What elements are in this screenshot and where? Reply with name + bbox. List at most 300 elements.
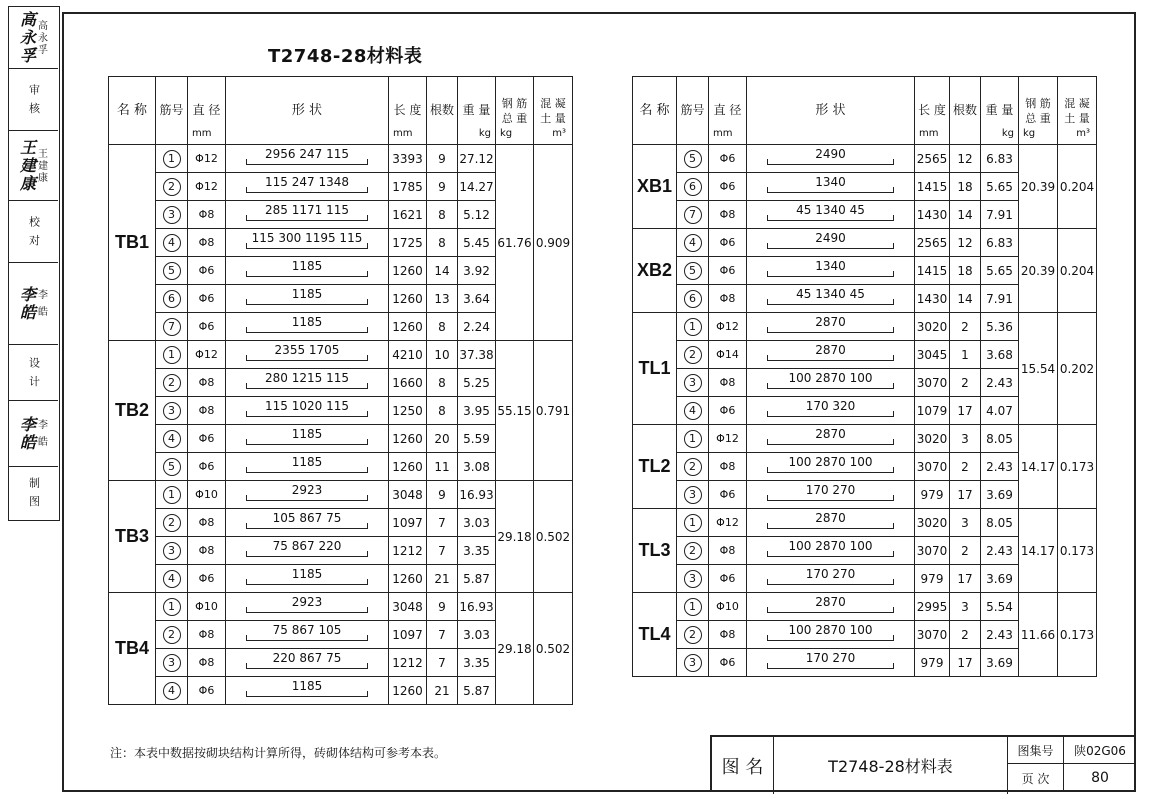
bar-count: 10 <box>427 341 458 369</box>
review-label: 审 核 <box>27 83 41 116</box>
bar-dimension-label: 2923 <box>291 594 323 609</box>
table-row <box>109 481 573 509</box>
bar-diameter: Φ14 <box>709 341 747 369</box>
bar-shape <box>226 649 389 677</box>
bar-shape-sketch <box>747 426 914 452</box>
bar-dimension-label: 1185 <box>291 258 323 273</box>
bar-shape-sketch <box>226 426 388 452</box>
bar-line <box>771 584 890 585</box>
bar-weight: 5.36 <box>981 313 1019 341</box>
bar-dimension-label: 285 1171 115 <box>265 202 349 217</box>
bar-shape <box>226 481 389 509</box>
bar-shape-sketch <box>747 398 914 424</box>
bar-count: 11 <box>427 453 458 481</box>
bar-number-circle: 4 <box>684 402 702 420</box>
bar-number-circle: 3 <box>684 486 702 504</box>
bar-dimension-label: 170 270 <box>805 482 856 497</box>
bar-dimension-label: 105 867 75 <box>272 510 342 525</box>
concrete-volume: 0.173 <box>1058 509 1097 593</box>
bar-shape-sketch <box>226 342 388 368</box>
bar-number-circle: 1 <box>684 430 702 448</box>
bar-shape <box>747 201 915 229</box>
bar-number-circle: 3 <box>163 206 181 224</box>
bar-dimension-label: 2956 247 115 <box>265 146 349 161</box>
bar-number-circle: 6 <box>684 290 702 308</box>
bar-number-circle: 1 <box>163 486 181 504</box>
bar-line <box>771 332 890 333</box>
bar-diameter: Φ12 <box>188 145 226 173</box>
bar-length: 1212 <box>389 649 427 677</box>
bar-shape <box>226 369 389 397</box>
bar-length: 1660 <box>389 369 427 397</box>
bar-dimension-label: 1340 <box>815 258 846 273</box>
bar-weight: 3.03 <box>458 621 496 649</box>
bar-shape <box>747 621 915 649</box>
bar-weight: 6.83 <box>981 229 1019 257</box>
bar-length: 1079 <box>915 397 950 425</box>
bar-number <box>677 593 709 621</box>
bar-weight: 5.12 <box>458 201 496 229</box>
bar-number <box>156 257 188 285</box>
bar-shape-sketch <box>747 230 914 256</box>
bar-shape <box>226 285 389 313</box>
bar-diameter: Φ12 <box>709 425 747 453</box>
bar-number <box>677 453 709 481</box>
bar-diameter: Φ6 <box>188 453 226 481</box>
bar-count: 8 <box>427 369 458 397</box>
bar-weight: 3.69 <box>981 649 1019 677</box>
bar-diameter: Φ8 <box>188 509 226 537</box>
bar-shape <box>226 313 389 341</box>
concrete-volume: 0.202 <box>1058 313 1097 425</box>
bar-weight: 3.35 <box>458 649 496 677</box>
title-block-drawing-name: T2748-28材料表 <box>774 737 1008 794</box>
approval-strip <box>8 6 60 521</box>
bar-shape-sketch <box>226 202 388 228</box>
header-length: 长 度 mm <box>915 77 950 145</box>
check-label: 校 对 <box>27 215 41 248</box>
bar-line <box>771 556 890 557</box>
bar-shape-sketch <box>226 370 388 396</box>
steel-total: 61.76 <box>496 145 534 341</box>
bar-count: 7 <box>427 621 458 649</box>
bar-number <box>156 565 188 593</box>
bar-shape <box>226 453 389 481</box>
review-label-cell <box>9 69 58 131</box>
bar-weight: 5.87 <box>458 565 496 593</box>
header-weight: 重 量 kg <box>458 77 496 145</box>
bar-weight: 2.43 <box>981 369 1019 397</box>
bar-line <box>250 304 364 305</box>
bar-count: 2 <box>950 453 981 481</box>
bar-dimension-label: 2870 <box>815 342 846 357</box>
bar-weight: 5.25 <box>458 369 496 397</box>
bar-count: 17 <box>950 481 981 509</box>
bar-weight: 7.91 <box>981 285 1019 313</box>
bar-length: 3020 <box>915 425 950 453</box>
steel-total: 14.17 <box>1019 425 1058 509</box>
bar-dimension-label: 170 320 <box>805 398 856 413</box>
bar-shape-sketch <box>226 650 388 676</box>
bar-length: 1430 <box>915 285 950 313</box>
bar-diameter: Φ12 <box>709 313 747 341</box>
bar-length: 2565 <box>915 229 950 257</box>
header-bar-no: 筋号 <box>156 77 188 145</box>
bar-number-circle: 2 <box>163 626 181 644</box>
concrete-volume: 0.173 <box>1058 425 1097 509</box>
material-table-right <box>632 76 1097 677</box>
bar-weight: 2.43 <box>981 537 1019 565</box>
bar-number-circle: 4 <box>163 430 181 448</box>
bar-number <box>156 593 188 621</box>
bar-weight: 5.65 <box>981 173 1019 201</box>
bar-number <box>156 649 188 677</box>
bar-weight: 3.08 <box>458 453 496 481</box>
bar-shape-sketch <box>226 622 388 648</box>
bar-weight: 6.83 <box>981 145 1019 173</box>
bar-length: 3020 <box>915 509 950 537</box>
bar-dimension-label: 45 1340 45 <box>796 202 865 217</box>
bar-shape <box>747 537 915 565</box>
bar-number <box>677 621 709 649</box>
bar-line <box>250 528 364 529</box>
bar-number-circle: 6 <box>163 290 181 308</box>
title-block-page-number: 80 <box>1091 770 1109 786</box>
bar-length: 979 <box>915 481 950 509</box>
bar-number-circle: 2 <box>163 374 181 392</box>
bar-line <box>250 416 364 417</box>
bar-number-circle: 1 <box>163 150 181 168</box>
header-diameter: 直 径 mm <box>709 77 747 145</box>
bar-count: 8 <box>427 229 458 257</box>
bar-shape <box>747 593 915 621</box>
signature-cell-drafter <box>9 401 58 467</box>
bar-shape <box>226 173 389 201</box>
handwritten-signature: 李皓 <box>17 415 37 452</box>
title-block <box>710 735 1136 792</box>
bar-count: 7 <box>427 509 458 537</box>
bar-shape <box>747 285 915 313</box>
bar-dimension-label: 2355 1705 <box>274 342 340 357</box>
bar-number <box>677 649 709 677</box>
bar-number <box>677 341 709 369</box>
bar-shape <box>747 257 915 285</box>
bar-line <box>250 472 364 473</box>
bar-number-circle: 1 <box>163 346 181 364</box>
header-count: 根数 <box>950 77 981 145</box>
bar-shape-sketch <box>226 314 388 340</box>
material-table-left <box>108 76 573 705</box>
table-row <box>633 145 1097 173</box>
bar-weight: 2.24 <box>458 313 496 341</box>
bar-line <box>250 220 364 221</box>
bar-diameter: Φ6 <box>709 145 747 173</box>
bar-weight: 5.87 <box>458 677 496 705</box>
bar-weight: 16.93 <box>458 593 496 621</box>
bar-line <box>250 696 364 697</box>
bar-number <box>677 313 709 341</box>
bar-shape <box>226 201 389 229</box>
bar-line <box>771 388 890 389</box>
bar-length: 4210 <box>389 341 427 369</box>
bar-count: 18 <box>950 173 981 201</box>
bar-line <box>771 472 890 473</box>
bar-count: 9 <box>427 145 458 173</box>
bar-shape <box>747 565 915 593</box>
steel-total: 20.39 <box>1019 229 1058 313</box>
bar-count: 2 <box>950 537 981 565</box>
bar-weight: 3.64 <box>458 285 496 313</box>
bar-weight: 37.38 <box>458 341 496 369</box>
table-row <box>109 341 573 369</box>
bar-length: 3070 <box>915 621 950 649</box>
header-weight: 重 量 kg <box>981 77 1019 145</box>
bar-number-circle: 2 <box>684 542 702 560</box>
bar-number <box>156 201 188 229</box>
bar-number-circle: 5 <box>163 262 181 280</box>
concrete-volume: 0.502 <box>534 593 573 705</box>
header-shape: 形 状 <box>226 77 389 145</box>
bar-number-circle: 7 <box>163 318 181 336</box>
bar-dimension-label: 2490 <box>815 230 846 245</box>
bar-diameter: Φ6 <box>188 565 226 593</box>
bar-length: 1250 <box>389 397 427 425</box>
steel-total: 20.39 <box>1019 145 1058 229</box>
bar-dimension-label: 170 270 <box>805 566 856 581</box>
bar-shape-sketch <box>747 202 914 228</box>
bar-number-circle: 3 <box>163 402 181 420</box>
printed-name: 王建康 <box>35 147 47 184</box>
bar-line <box>771 444 890 445</box>
bar-number-circle: 4 <box>684 234 702 252</box>
bar-dimension-label: 1185 <box>291 426 323 441</box>
bar-line <box>250 388 364 389</box>
bar-shape <box>226 425 389 453</box>
bar-diameter: Φ8 <box>188 621 226 649</box>
bar-number <box>677 397 709 425</box>
bar-line <box>250 332 364 333</box>
bar-number <box>677 145 709 173</box>
bar-dimension-label: 2923 <box>291 482 323 497</box>
signature-cell-checker <box>9 131 58 201</box>
bar-shape-sketch <box>226 174 388 200</box>
bar-weight: 2.43 <box>981 621 1019 649</box>
bar-number-circle: 2 <box>163 514 181 532</box>
bar-shape-sketch <box>747 342 914 368</box>
bar-number <box>156 369 188 397</box>
bar-count: 21 <box>427 677 458 705</box>
bar-length: 1212 <box>389 537 427 565</box>
bar-shape <box>747 229 915 257</box>
bar-number <box>677 369 709 397</box>
bar-dimension-label: 2870 <box>815 314 846 329</box>
bar-count: 7 <box>427 649 458 677</box>
bar-length: 1260 <box>389 677 427 705</box>
concrete-volume: 0.204 <box>1058 145 1097 229</box>
bar-shape <box>747 425 915 453</box>
bar-length: 1430 <box>915 201 950 229</box>
bar-diameter: Φ10 <box>188 481 226 509</box>
bar-shape-sketch <box>747 538 914 564</box>
bar-shape <box>747 397 915 425</box>
bar-number <box>156 229 188 257</box>
concrete-volume: 0.204 <box>1058 229 1097 313</box>
bar-number <box>156 453 188 481</box>
bar-dimension-label: 2490 <box>815 146 846 161</box>
bar-diameter: Φ12 <box>188 341 226 369</box>
bar-shape-sketch <box>226 286 388 312</box>
bar-length: 1260 <box>389 453 427 481</box>
bar-shape-sketch <box>747 622 914 648</box>
bar-diameter: Φ6 <box>709 173 747 201</box>
bar-shape-sketch <box>747 258 914 284</box>
bar-line <box>250 556 364 557</box>
table-row <box>109 145 573 173</box>
bar-diameter: Φ8 <box>188 201 226 229</box>
bar-shape-sketch <box>226 258 388 284</box>
bar-diameter: Φ6 <box>709 649 747 677</box>
bar-diameter: Φ8 <box>188 369 226 397</box>
title-block-page-label: 页 次 <box>1008 764 1064 792</box>
signature-cell-designer <box>9 263 58 345</box>
member-name: XB2 <box>633 229 677 313</box>
bar-line <box>771 668 890 669</box>
bar-count: 17 <box>950 649 981 677</box>
bar-diameter: Φ8 <box>188 229 226 257</box>
bar-shape <box>747 313 915 341</box>
concrete-volume: 0.173 <box>1058 593 1097 677</box>
bar-count: 8 <box>427 397 458 425</box>
bar-length: 979 <box>915 649 950 677</box>
bar-length: 1415 <box>915 173 950 201</box>
bar-dimension-label: 170 270 <box>805 650 856 665</box>
bar-shape-sketch <box>226 146 388 172</box>
bar-shape-sketch <box>226 678 388 704</box>
bar-dimension-label: 220 867 75 <box>272 650 342 665</box>
bar-shape <box>226 145 389 173</box>
bar-line <box>771 220 890 221</box>
bar-length: 1415 <box>915 257 950 285</box>
bar-weight: 8.05 <box>981 509 1019 537</box>
footnote: 注：本表中数据按砌块结构计算所得，砖砌体结构可参考本表。 <box>110 746 447 760</box>
bar-dimension-label: 100 2870 100 <box>788 622 873 637</box>
bar-shape-sketch <box>747 174 914 200</box>
bar-shape <box>747 453 915 481</box>
steel-total: 11.66 <box>1019 593 1058 677</box>
header-steel-total: 钢 筋 总 重 kg <box>1019 77 1058 145</box>
bar-length: 3070 <box>915 453 950 481</box>
bar-number <box>677 425 709 453</box>
bar-number <box>156 509 188 537</box>
bar-dimension-label: 1185 <box>291 286 323 301</box>
bar-number <box>677 173 709 201</box>
bar-diameter: Φ10 <box>709 593 747 621</box>
bar-count: 8 <box>427 201 458 229</box>
header-steel-total: 钢 筋 总 重 kg <box>496 77 534 145</box>
bar-dimension-label: 2870 <box>815 426 846 441</box>
bar-shape <box>226 677 389 705</box>
bar-number <box>156 481 188 509</box>
bar-length: 3048 <box>389 593 427 621</box>
bar-weight: 5.65 <box>981 257 1019 285</box>
bar-dimension-label: 1185 <box>291 566 323 581</box>
bar-number <box>677 509 709 537</box>
bar-weight: 16.93 <box>458 481 496 509</box>
bar-dimension-label: 115 300 1195 115 <box>251 230 363 245</box>
bar-dimension-label: 1185 <box>291 678 323 693</box>
bar-number-circle: 2 <box>684 458 702 476</box>
bar-number <box>677 565 709 593</box>
bar-line <box>771 304 890 305</box>
bar-number <box>677 481 709 509</box>
bar-shape <box>226 397 389 425</box>
bar-diameter: Φ6 <box>709 257 747 285</box>
bar-length: 1260 <box>389 313 427 341</box>
bar-diameter: Φ6 <box>709 229 747 257</box>
bar-number-circle: 3 <box>163 542 181 560</box>
bar-diameter: Φ8 <box>709 201 747 229</box>
bar-shape-sketch <box>226 538 388 564</box>
bar-count: 2 <box>950 369 981 397</box>
bar-shape <box>747 481 915 509</box>
bar-line <box>250 668 364 669</box>
bar-diameter: Φ8 <box>188 537 226 565</box>
bar-count: 2 <box>950 621 981 649</box>
table-row <box>633 593 1097 621</box>
bar-number <box>156 285 188 313</box>
bar-shape-sketch <box>747 650 914 676</box>
bar-dimension-label: 115 247 1348 <box>265 174 349 189</box>
design-label-cell <box>9 345 58 401</box>
bar-count: 13 <box>427 285 458 313</box>
table-row <box>109 593 573 621</box>
bar-length: 3048 <box>389 481 427 509</box>
bar-line <box>250 584 364 585</box>
steel-total: 14.17 <box>1019 509 1058 593</box>
bar-weight: 2.43 <box>981 453 1019 481</box>
bar-length: 1260 <box>389 425 427 453</box>
bar-line <box>771 276 890 277</box>
bar-number-circle: 1 <box>684 598 702 616</box>
bar-diameter: Φ8 <box>709 537 747 565</box>
bar-shape <box>226 565 389 593</box>
header-concrete: 混 凝 土 量 m³ <box>534 77 573 145</box>
bar-dimension-label: 45 1340 45 <box>796 286 865 301</box>
member-name: TB4 <box>109 593 156 705</box>
bar-length: 1260 <box>389 257 427 285</box>
bar-weight: 27.12 <box>458 145 496 173</box>
bar-line <box>771 164 890 165</box>
bar-number-circle: 3 <box>684 654 702 672</box>
bar-weight: 5.45 <box>458 229 496 257</box>
bar-dimension-label: 280 1215 115 <box>265 370 349 385</box>
bar-count: 7 <box>427 537 458 565</box>
bar-line <box>771 612 890 613</box>
bar-line <box>250 640 364 641</box>
bar-count: 2 <box>950 313 981 341</box>
bar-dimension-label: 1185 <box>291 454 323 469</box>
bar-shape-sketch <box>747 146 914 172</box>
bar-count: 18 <box>950 257 981 285</box>
bar-line <box>250 248 364 249</box>
bar-diameter: Φ12 <box>709 509 747 537</box>
bar-dimension-label: 2870 <box>815 594 846 609</box>
bar-number <box>156 341 188 369</box>
bar-number-circle: 4 <box>163 234 181 252</box>
bar-line <box>771 528 890 529</box>
bar-diameter: Φ6 <box>188 313 226 341</box>
bar-count: 8 <box>427 313 458 341</box>
